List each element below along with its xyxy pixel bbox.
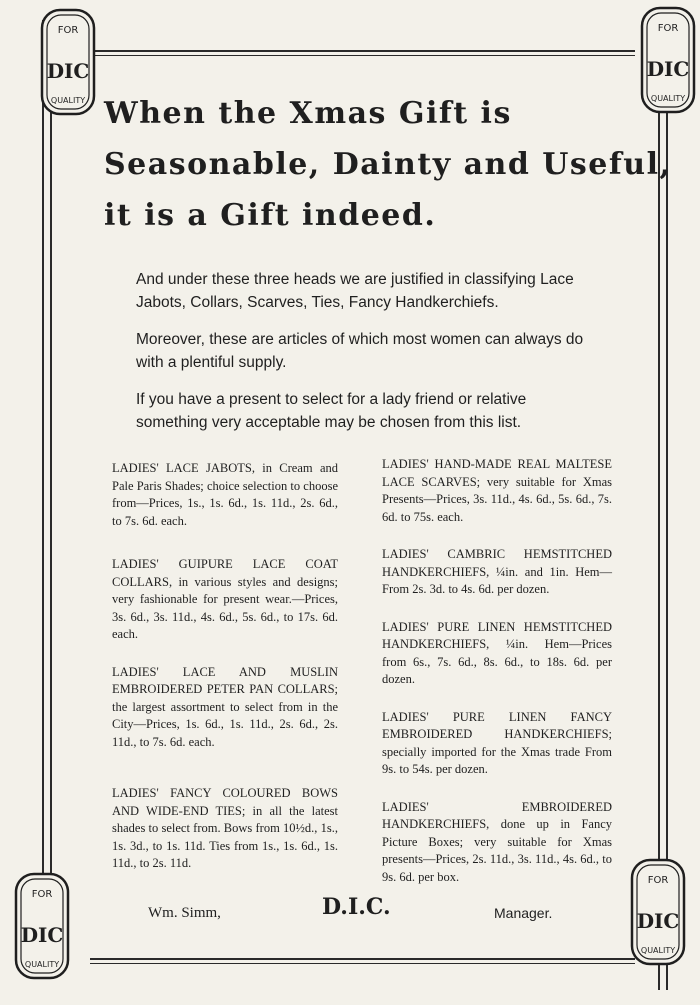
badge-monogram: DIC [636, 909, 680, 933]
badge-bottom-text: QUALITY [24, 960, 60, 969]
intro-paragraph: If you have a present to select for a lady friend or relative something very acceptable may be chosen from this list. [136, 391, 527, 431]
company-name: D.I.C. [322, 894, 391, 920]
headline-line-2: Seasonable, Dainty and Useful, [104, 147, 672, 182]
intro-paragraph: Moreover, these are articles of which most women can always do with a plentiful supply. [136, 331, 584, 371]
product-item-linen-embroidered: LADIES' PURE LINEN FANCY EMBROIDERED HANDKERCHIEFS; specially imported for the Xmas trade From 9s. to 54s. per dozen. [382, 709, 612, 776]
intro-paragraph: And under these three heads we are justified in classifying Lace Jabots, Collars, Scarves, Ties, Fancy Handkerchiefs. [136, 271, 574, 311]
product-item-linen-hemstitched: LADIES' PURE LINEN HEMSTITCHED HANDKERCHIEFS, ¼in. Hem—Prices from 6s., 7s. 6d., 8s. 6d., to 18s. 6d. per dozen. [382, 619, 612, 686]
bottom-border-rule [90, 958, 635, 964]
product-item-peter-pan-collars: LADIES' LACE AND MUSLIN EMBROIDERED PETER PAN COLLARS; the largest assortment to select from in the City—Prices, 1s. 6d., 1s. 11d., 2s. 6d., 2s. 11d., to 7s. 6d. each. [112, 664, 338, 749]
badge-top-text: FOR [647, 875, 669, 886]
badge-bottom-text: QUALITY [50, 96, 86, 105]
signatory-role: Manager. [494, 905, 553, 921]
dic-quality-badge-icon [626, 856, 690, 968]
product-item-guipure-collars: LADIES' GUIPURE LACE COAT COLLARS, in various styles and designs; very fashionable for present wear.—Prices, 3s. 6d., 3s. 11d., 4s. 6d., 5s. 6d., to 17s. 6d. each. [112, 557, 338, 641]
dic-quality-badge-icon [636, 4, 700, 116]
badge-monogram: DIC [20, 923, 64, 947]
headline-line-3: it is a Gift indeed. [104, 198, 437, 233]
top-border-rule [90, 50, 635, 56]
intro-text [136, 268, 596, 448]
product-item-cambric-handkerchiefs: LADIES' CAMBRIC HEMSTITCHED HANDKERCHIEFS, ¼in. and 1in. Hem—From 2s. 3d. to 4s. 6d. per dozen. [382, 547, 612, 596]
headline-line-1: When the Xmas Gift is [104, 96, 512, 131]
badge-top-text: FOR [657, 23, 679, 34]
product-item-maltese-scarves: LADIES' HAND-MADE REAL MALTESE LACE SCARVES; very suitable for Xmas Presents—Prices, 3s. 11d., 4s. 6d., 5s. 6d., 7s. 6d. to 75s. each. [382, 457, 612, 524]
badge-monogram: DIC [646, 57, 690, 81]
badge-top-text: FOR [31, 889, 53, 900]
dic-quality-badge-icon [36, 6, 100, 118]
badge-top-text: FOR [57, 25, 79, 36]
dic-quality-badge-icon [10, 870, 74, 982]
product-item-boxed-handkerchiefs: LADIES' EMBROIDERED HANDKERCHIEFS, done up in Fancy Picture Boxes; very suitable for Xmas presents—Prices, 2s. 11d., 3s. 11d., 4s. 6d., to 9s. 6d. per box. [382, 799, 612, 884]
badge-bottom-text: QUALITY [640, 946, 676, 955]
badge-monogram: DIC [46, 59, 90, 83]
product-item-bows-ties: LADIES' FANCY COLOURED BOWS AND WIDE-END TIES; in all the latest shades to select from. Bows from 10½d., 1s., 1s. 3d., to 1s. 11d. Ties from 1s., 1s. 6d., 1s. 11d., to 2s. 11d. [112, 786, 338, 870]
signatory-name: Wm. Simm, [148, 905, 221, 921]
left-border-rail [42, 20, 52, 970]
product-list-right [382, 456, 612, 906]
badge-bottom-text: QUALITY [650, 94, 686, 103]
product-list-left [112, 460, 338, 893]
product-item-lace-jabots: LADIES' LACE JABOTS, in Cream and Pale Paris Shades; choice selection to choose from—Prices, 1s., 1s. 6d., 1s. 11d., 2s. 6d., to 7s. 6d. each. [112, 461, 338, 528]
